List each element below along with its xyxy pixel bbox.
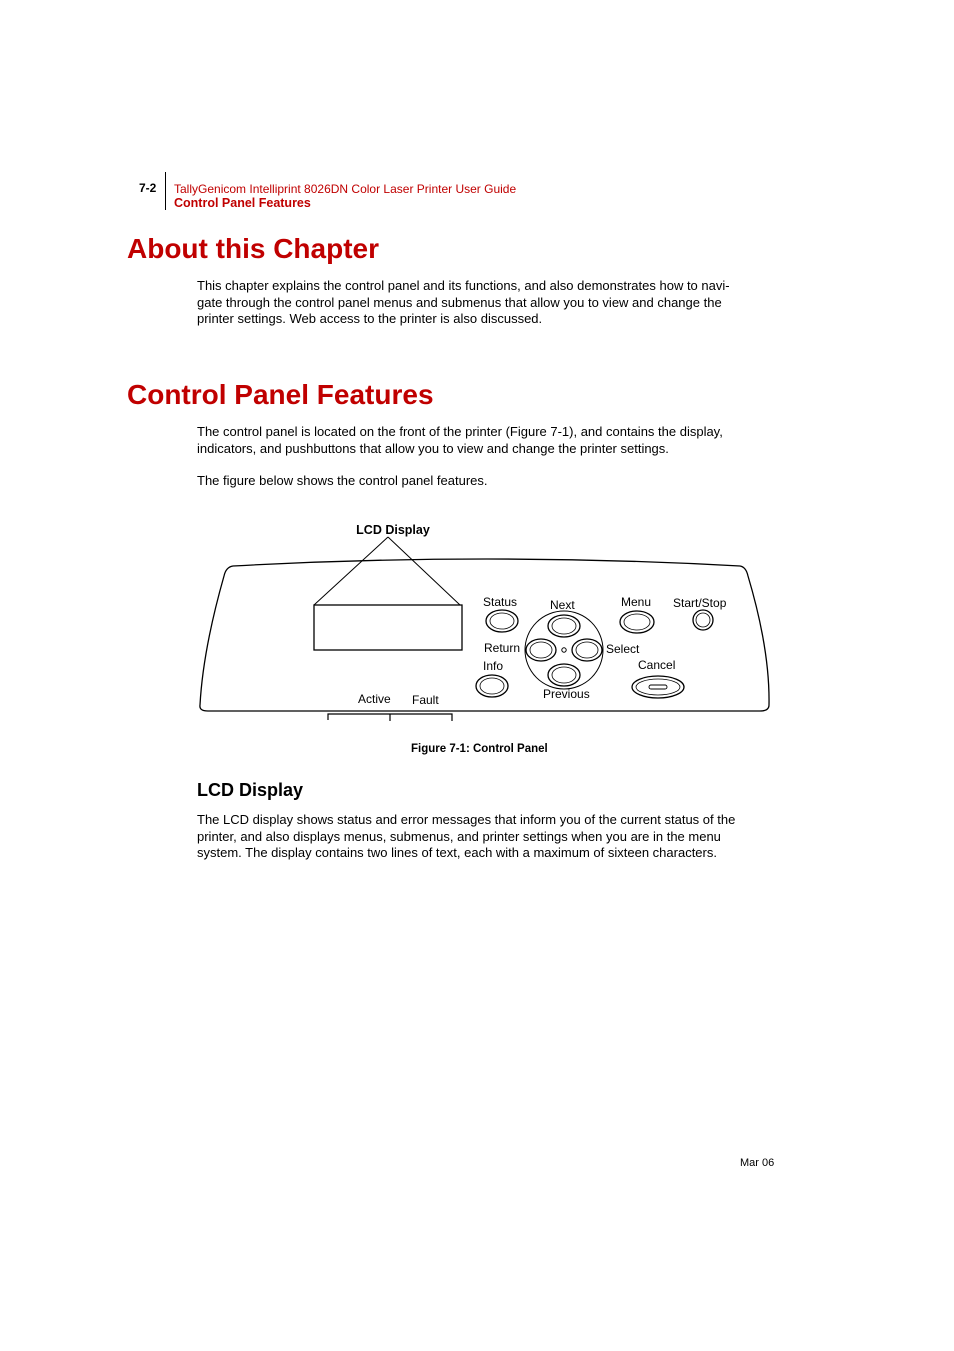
previous-label: Previous (543, 687, 590, 701)
footer-date: Mar 06 (740, 1157, 775, 1169)
features-line: The control panel is located on the front of the printer (Figure 7-1), and contains the display, (197, 424, 723, 439)
status-label: Status (483, 595, 518, 609)
start-stop-label: Start/Stop (673, 596, 727, 610)
return-label: Return (484, 641, 521, 655)
control-panel-figure (198, 520, 774, 732)
header-divider (165, 172, 166, 210)
previous-button[interactable] (548, 664, 580, 686)
features-paragraph-2 (197, 473, 772, 490)
about-line: gate through the control panel menus and submenus that allow you to view and change the (197, 294, 722, 310)
page-number: 7-2 (139, 181, 157, 195)
navigation-center-dot (562, 648, 566, 652)
features-heading: Control Panel Features (127, 379, 434, 410)
status-button[interactable] (486, 610, 518, 632)
lcd-line: printer, and also displays menus, submenus, and printer settings when you are in the menu (197, 828, 721, 844)
active-label: Active (358, 692, 391, 706)
lcd-paragraph (197, 812, 772, 862)
features-paragraph-1 (197, 424, 772, 457)
start-stop-button[interactable] (693, 610, 713, 630)
next-button[interactable] (548, 615, 580, 637)
info-button[interactable] (476, 675, 508, 697)
lcd-line: The LCD display shows status and error messages that inform you of the current status of the (197, 812, 736, 827)
lcd-heading: LCD Display (197, 780, 304, 800)
about-heading: About this Chapter (127, 233, 379, 264)
figure-caption: Figure 7-1: Control Panel (411, 743, 548, 755)
about-paragraph (197, 278, 772, 328)
header-section: Control Panel Features (174, 196, 311, 210)
about-line: printer settings. Web access to the printer is also discussed. (197, 311, 543, 326)
lcd-display-label: LCD Display (356, 523, 430, 537)
lcd-line: system. The display contains two lines of text, each with a maximum of sixteen characters. (197, 845, 717, 860)
return-button[interactable] (526, 639, 556, 661)
select-button[interactable] (572, 639, 602, 661)
fault-label: Fault (412, 693, 439, 707)
features-line: indicators, and pushbuttons that allow you to view and change the printer settings. (197, 440, 669, 456)
features-line: The figure below shows the control panel features. (197, 473, 488, 488)
next-label: Next (550, 598, 575, 612)
cancel-button[interactable] (632, 676, 684, 698)
info-label: Info (483, 659, 504, 673)
cancel-label: Cancel (638, 658, 676, 672)
guide-title: TallyGenicom Intelliprint 8026DN Color Laser Printer User Guide (174, 182, 517, 196)
about-line: This chapter explains the control panel and its functions, and also demonstrates how to navi- (197, 278, 730, 293)
select-label: Select (606, 642, 640, 656)
menu-label: Menu (621, 595, 652, 609)
lcd-screen (314, 605, 462, 650)
lcd-callout-line (314, 537, 388, 605)
menu-button[interactable] (620, 611, 654, 633)
lcd-callout-line (388, 537, 460, 605)
